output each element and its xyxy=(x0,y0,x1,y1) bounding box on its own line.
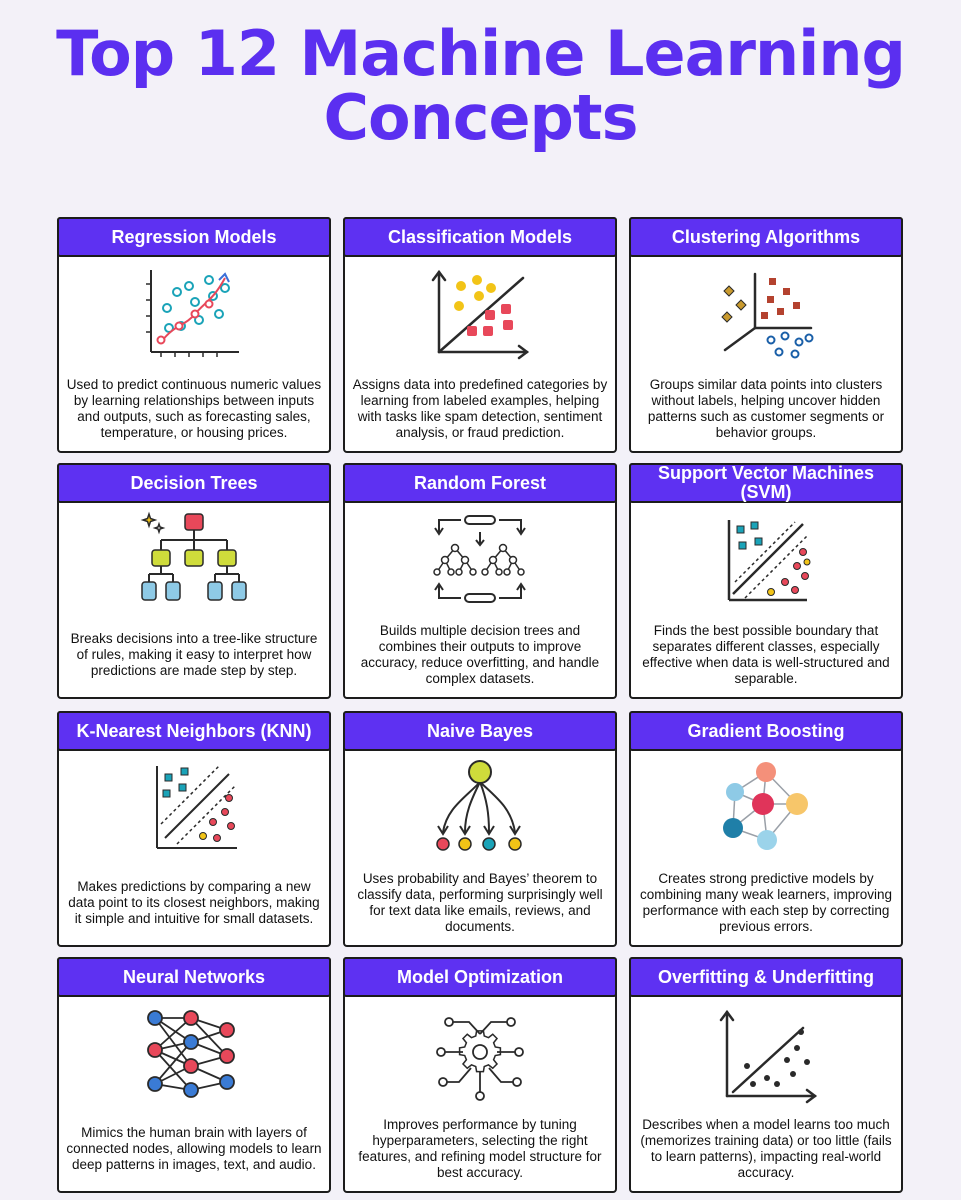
card-description: Breaks decisions into a tree-like structure of rules, making it easy to interpret how predictions are made step by step. xyxy=(70,631,318,678)
classification-scatter-icon xyxy=(345,261,615,367)
card-title: Clustering Algorithms xyxy=(629,217,903,257)
card-description: Used to predict continuous numeric values by learning relationships between inputs and outputs, such as forecasting sales, temperature, or housing prices. xyxy=(66,377,322,440)
svm-boundary-icon xyxy=(631,507,901,613)
card-title: Gradient Boosting xyxy=(629,711,903,751)
neural-network-icon xyxy=(59,1001,329,1107)
card-title: Regression Models xyxy=(57,217,331,257)
decision-tree-icon xyxy=(59,507,329,613)
card-overfitting-underfitting xyxy=(629,957,903,1193)
random-forest-icon xyxy=(345,507,615,613)
gradient-boosting-network-icon xyxy=(631,755,901,861)
card-regression-models xyxy=(57,217,331,453)
card-support-vector-machines xyxy=(629,463,903,699)
card-clustering-algorithms xyxy=(629,217,903,453)
card-model-optimization xyxy=(343,957,617,1193)
card-title: Neural Networks xyxy=(57,957,331,997)
knn-scatter-icon xyxy=(59,755,329,861)
card-description: Makes predictions by comparing a new data point to its closest neighbors, making it simple and intuitive for small datasets. xyxy=(68,879,320,926)
card-title: Classification Models xyxy=(343,217,617,257)
page-title-line-2: Concepts xyxy=(323,81,638,154)
card-description: Assigns data into predefined categories by learning from labeled examples, helping with tasks like spam detection, sentiment analysis, or fraud prediction. xyxy=(352,377,608,440)
card-naive-bayes xyxy=(343,711,617,947)
card-random-forest xyxy=(343,463,617,699)
card-title: Overfitting & Underfitting xyxy=(629,957,903,997)
card-neural-networks xyxy=(57,957,331,1193)
page-title xyxy=(0,17,961,154)
fit-line-scatter-icon xyxy=(631,1001,901,1107)
naive-bayes-icon xyxy=(345,755,615,861)
card-title: Naive Bayes xyxy=(343,711,617,751)
gear-network-icon xyxy=(345,1001,615,1107)
card-classification-models xyxy=(343,217,617,453)
card-title: Model Optimization xyxy=(343,957,617,997)
page-title-line-1: Top 12 Machine Learning xyxy=(56,17,905,90)
card-description: Groups similar data points into clusters without labels, helping uncover hidden patterns such as customer segments or behavior groups. xyxy=(647,377,885,440)
card-description: Finds the best possible boundary that separates different classes, especially effective when data is well-structured and separable. xyxy=(642,623,890,686)
card-description: Builds multiple decision trees and combines their outputs to improve accuracy, reduce overfitting, and handle complex datasets. xyxy=(360,623,600,686)
card-description: Improves performance by tuning hyperparameters, selecting the right features, and refining model structure for best accuracy. xyxy=(358,1117,602,1180)
card-description: Uses probability and Bayes’ theorem to classify data, performing surprisingly well for text data like emails, reviews, and documents. xyxy=(357,871,603,934)
card-description: Describes when a model learns too much (memorizes training data) or too little (fails to learn patterns), impacting real-world accuracy. xyxy=(640,1117,892,1180)
card-title: Decision Trees xyxy=(57,463,331,503)
card-gradient-boosting xyxy=(629,711,903,947)
card-title: Random Forest xyxy=(343,463,617,503)
card-description: Creates strong predictive models by combining many weak learners, improving performance with each step by correcting previous errors. xyxy=(639,871,893,934)
card-title: Support Vector Machines (SVM) xyxy=(629,463,903,503)
clustering-scatter-icon xyxy=(631,261,901,367)
card-k-nearest-neighbors xyxy=(57,711,331,947)
card-title: K-Nearest Neighbors (KNN) xyxy=(57,711,331,751)
card-decision-trees xyxy=(57,463,331,699)
regression-scatter-icon xyxy=(59,261,329,367)
card-description: Mimics the human brain with layers of connected nodes, allowing models to learn deep patterns in images, text, and audio. xyxy=(66,1125,322,1172)
